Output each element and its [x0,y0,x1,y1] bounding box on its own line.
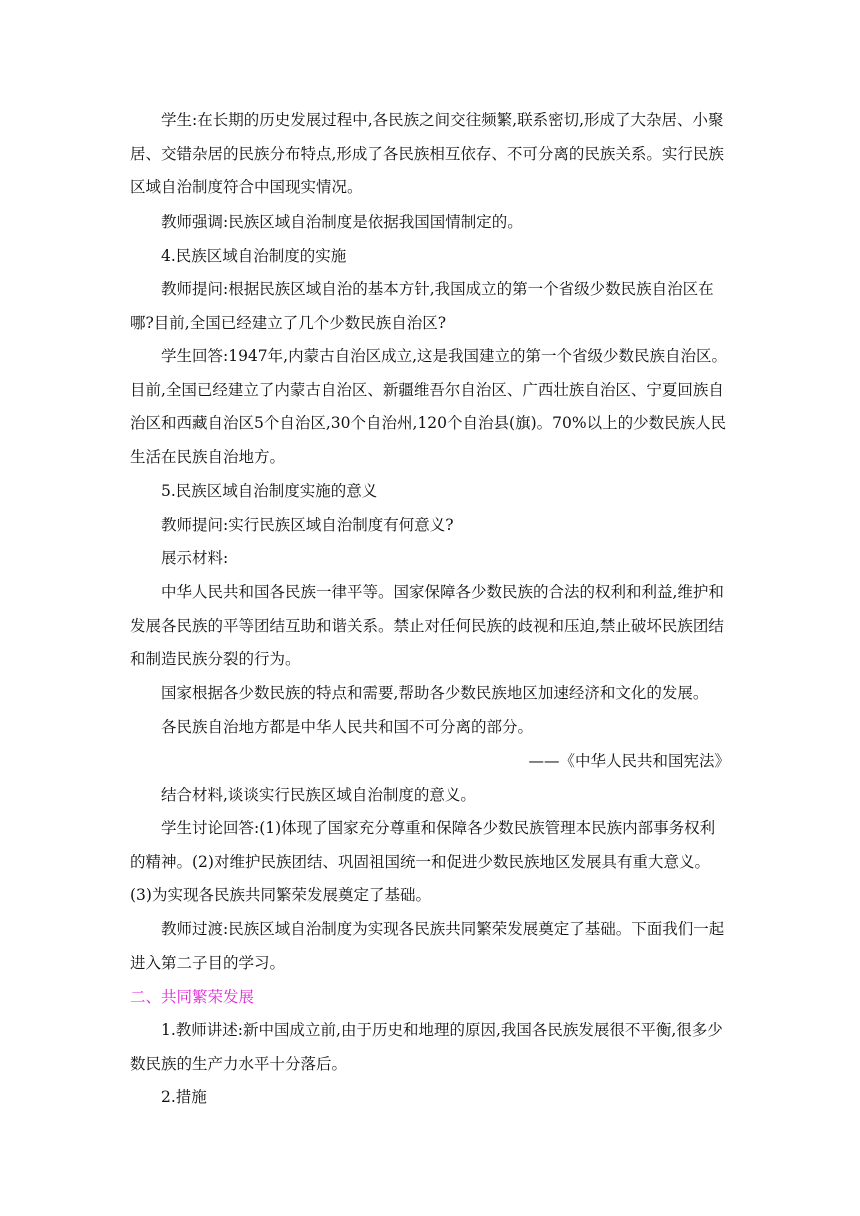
student-discussion-answer: 学生讨论回答:(1)体现了国家充分尊重和保障各少数民族管理本民族内部事务权利的精神。(2)对维护民族团结、巩固祖国统一和促进少数民族地区发展具有重大意义。(3)为实现各民族共同繁荣发展奠定了基础。 [130,819,716,904]
constitution-citation: ——《中华人民共和国宪法》 [528,752,730,770]
constitution-excerpt-3: 各民族自治地方都是中华人民共和国不可分离的部分。 [161,718,534,736]
student-reply-paragraph: 学生回答:1947年,内蒙古自治区成立,这是我国建立的第一个省级少数民族自治区。目前,全国已经建立了内蒙古自治区、新疆维吾尔自治区、广西壮族自治区、宁夏回族自治区和西藏自治区5个自治区,30个自治州,120个自治县(旗)。70%以上的少数民族人民生活在民族自治地方。 [130,347,728,466]
section-heading-common-prosperity: 二、共同繁荣发展 [130,988,255,1006]
subheading-implementation: 4.民族区域自治制度的实施 [161,247,347,265]
student-answer-paragraph: 学生:在长期的历史发展过程中,各民族之间交往频繁,联系密切,形成了大杂居、小聚居、交错杂居的民族分布特点,形成了各民族相互依存、不可分离的民族关系。实行民族区域自治制度符合中国现实情况。 [130,111,724,196]
teacher-question-significance: 教师提问:实行民族区域自治制度有何意义? [161,516,454,534]
subheading-measures: 2.措施 [161,1088,207,1106]
material-label: 展示材料: [161,549,229,567]
teacher-emphasis-paragraph: 教师强调:民族区域自治制度是依据我国国情制定的。 [161,213,523,231]
subheading-significance: 5.民族区域自治制度实施的意义 [161,482,378,500]
teacher-question-paragraph: 教师提问:根据民族区域自治的基本方针,我国成立的第一个省级少数民族自治区在哪?目前,全国已经建立了几个少数民族自治区? [130,280,714,332]
constitution-excerpt-1: 中华人民共和国各民族一律平等。国家保障各少数民族的合法的权利和利益,维护和发展各民族的平等团结互助和谐关系。禁止对任何民族的歧视和压迫,禁止破坏民族团结和制造民族分裂的行为。 [130,583,724,668]
teacher-narration-paragraph: 1.教师讲述:新中国成立前,由于历史和地理的原因,我国各民族发展很不平衡,很多少数民族的生产力水平十分落后。 [130,1021,723,1073]
constitution-excerpt-2: 国家根据各少数民族的特点和需要,帮助各少数民族地区加速经济和文化的发展。 [161,684,709,702]
teacher-transition-paragraph: 教师过渡:民族区域自治制度为实现各民族共同繁荣发展奠定了基础。下面我们一起进入第二子目的学习。 [130,920,725,972]
discussion-prompt: 结合材料,谈谈实行民族区域自治制度的意义。 [161,786,476,804]
